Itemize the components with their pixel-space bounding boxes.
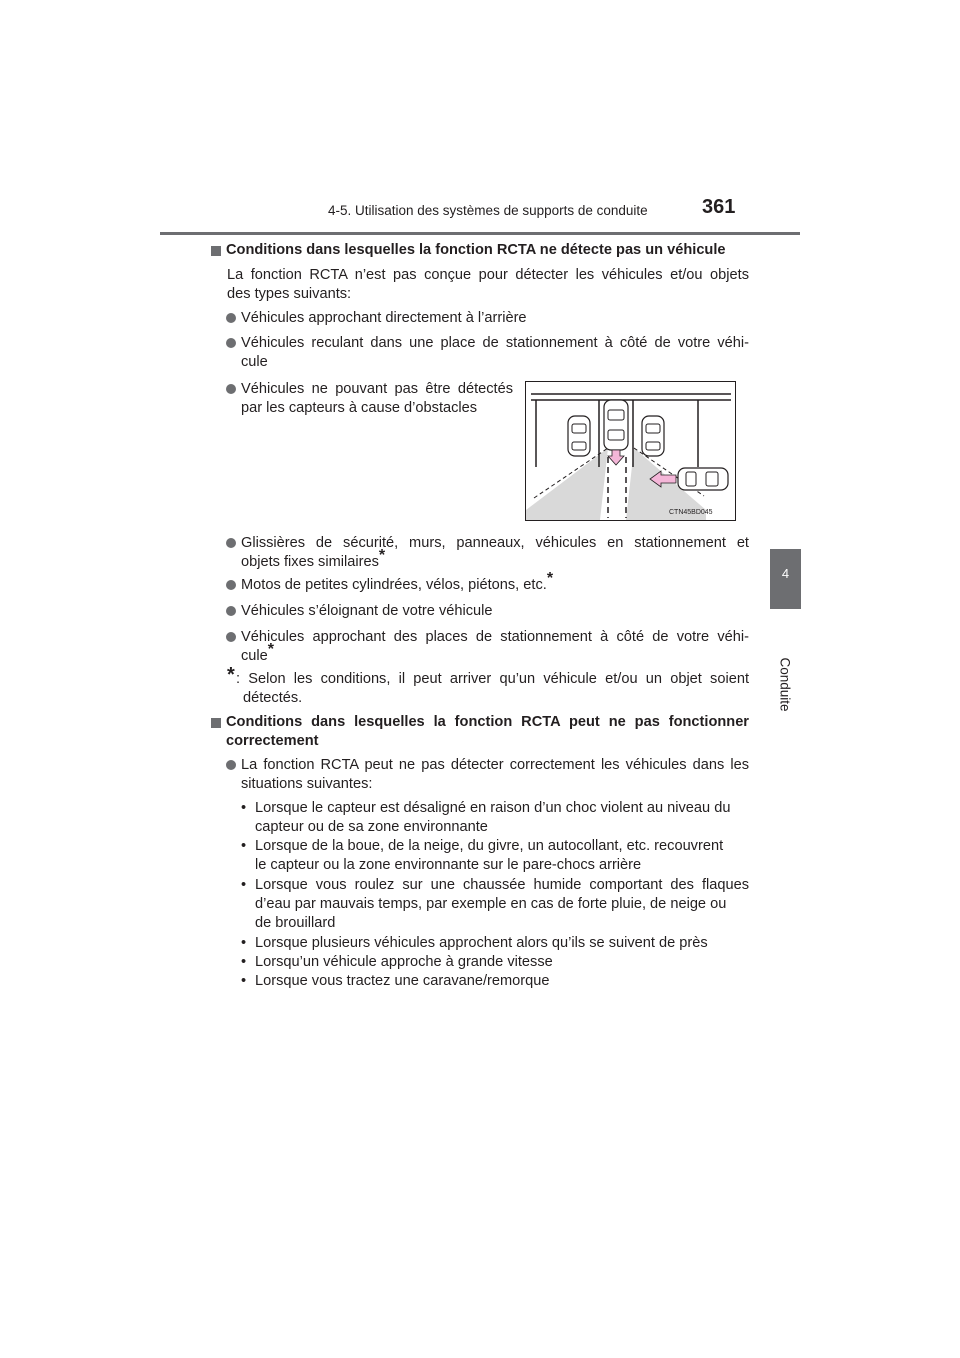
round-bullet-icon — [226, 538, 236, 548]
section1-item4-line2: objets fixes similaires — [241, 554, 379, 570]
chapter-label-box — [771, 648, 799, 728]
bullet-icon: • — [241, 954, 247, 970]
section2-item1-line1: La fonction RCTA peut ne pas détecter correctement les véhicules dans les — [241, 757, 749, 773]
chapter-label: Conduite — [777, 657, 793, 712]
section1-item2-line2: cule — [241, 354, 268, 370]
section2-sub2-line2: le capteur ou la zone environnante sur le pare-chocs arrière — [255, 857, 642, 873]
chapter-number: 4 — [781, 566, 790, 581]
round-bullet-icon — [226, 632, 236, 642]
page-number: 361 — [702, 196, 736, 218]
bullet-icon: • — [241, 973, 247, 989]
section2-sub4: Lorsque plusieurs véhicules approchent alors qu’ils se suivent de près — [255, 935, 708, 951]
section1-item4-line1: Glissières de sécurité, murs, panneaux, véhicules en stationnement et — [241, 535, 749, 551]
section2-heading-line2: correctement — [226, 733, 319, 749]
chapter-tab — [770, 549, 801, 609]
bullet-icon: • — [241, 800, 247, 816]
footnote-star-icon: * — [546, 570, 554, 587]
section2-sub3-line1: Lorsque vous roulez sur une chaussée humide comportant des flaques — [255, 877, 749, 893]
section2-heading-line1: Conditions dans lesquelles la fonction RCTA peut ne pas fonctionner — [226, 714, 749, 730]
square-bullet-icon — [211, 718, 221, 728]
header-divider — [160, 232, 800, 235]
rcta-parking-illustration — [525, 381, 736, 521]
section2-sub1-line2: capteur ou de sa zone environnante — [255, 819, 488, 835]
section2-sub3-line2: d’eau par mauvais temps, par exemple en cas de forte pluie, de neige ou — [255, 896, 727, 912]
section2-sub6: Lorsque vous tractez une caravane/remorque — [255, 973, 550, 989]
section2-sub2-line1: Lorsque de la boue, de la neige, du givre, un autocollant, etc. recouvrent — [255, 838, 724, 854]
section1-item4-line2-wrap — [241, 547, 386, 572]
section2-sub5: Lorsqu’un véhicule approche à grande vitesse — [255, 954, 553, 970]
section1-item7-line2: cule — [241, 648, 268, 664]
section1-item5: Motos de petites cylindrées, vélos, piétons, etc. — [241, 577, 547, 593]
footnote-marker: * — [227, 664, 235, 686]
section1-item5-wrap — [241, 570, 554, 595]
section1-item1: Véhicules approchant directement à l’arrière — [241, 310, 527, 326]
parked-car-right-icon — [642, 416, 664, 456]
round-bullet-icon — [226, 580, 236, 590]
section2-item1-line2: situations suivantes: — [241, 776, 373, 792]
section1-intro-line2: des types suivants: — [227, 286, 352, 302]
section1-intro-line1: La fonction RCTA n’est pas conçue pour détecter les véhicules et/ou objets — [227, 267, 749, 283]
approaching-car-icon — [678, 468, 728, 490]
bullet-icon: • — [241, 838, 247, 854]
round-bullet-icon — [226, 338, 236, 348]
parked-car-left-icon — [568, 416, 590, 456]
bullet-icon: • — [241, 935, 247, 951]
section1-item6: Véhicules s’éloignant de votre véhicule — [241, 603, 493, 619]
section1-item3-line1: Véhicules ne pouvant pas être détectés — [241, 381, 513, 397]
illustration-code: CTN45BD045 — [669, 509, 713, 516]
round-bullet-icon — [226, 313, 236, 323]
reverse-arrow-icon — [608, 450, 624, 465]
section1-item7-line1: Véhicules approchant des places de stationnement à côté de votre véhi- — [241, 629, 749, 645]
round-bullet-icon — [226, 606, 236, 616]
bullet-icon: • — [241, 877, 247, 893]
footnote-star-icon: * — [267, 641, 275, 658]
footnote-star-icon: * — [378, 547, 386, 564]
section1-heading: Conditions dans lesquelles la fonction RCTA ne détecte pas un véhicule — [226, 242, 726, 258]
section2-sub1-line1: Lorsque le capteur est désaligné en raison d’un choc violent au niveau du — [255, 800, 731, 816]
footnote-line2: détectés. — [243, 690, 303, 706]
section2-sub3-line3: de brouillard — [255, 915, 336, 931]
square-bullet-icon — [211, 246, 221, 256]
own-car-icon — [604, 400, 628, 450]
left-detection-zone — [526, 448, 608, 520]
section1-item7-line2-wrap — [241, 641, 275, 666]
section1-item3-line2: par les capteurs à cause d’obstacles — [241, 400, 478, 416]
section1-item2-line1: Véhicules reculant dans une place de stationnement à côté de votre véhi- — [241, 335, 749, 351]
round-bullet-icon — [226, 760, 236, 770]
round-bullet-icon — [226, 384, 236, 394]
section-title: 4-5. Utilisation des systèmes de supports de conduite — [328, 203, 648, 218]
footnote-line1: : Selon les conditions, il peut arriver qu’un véhicule et/ou un objet soient — [236, 671, 749, 687]
